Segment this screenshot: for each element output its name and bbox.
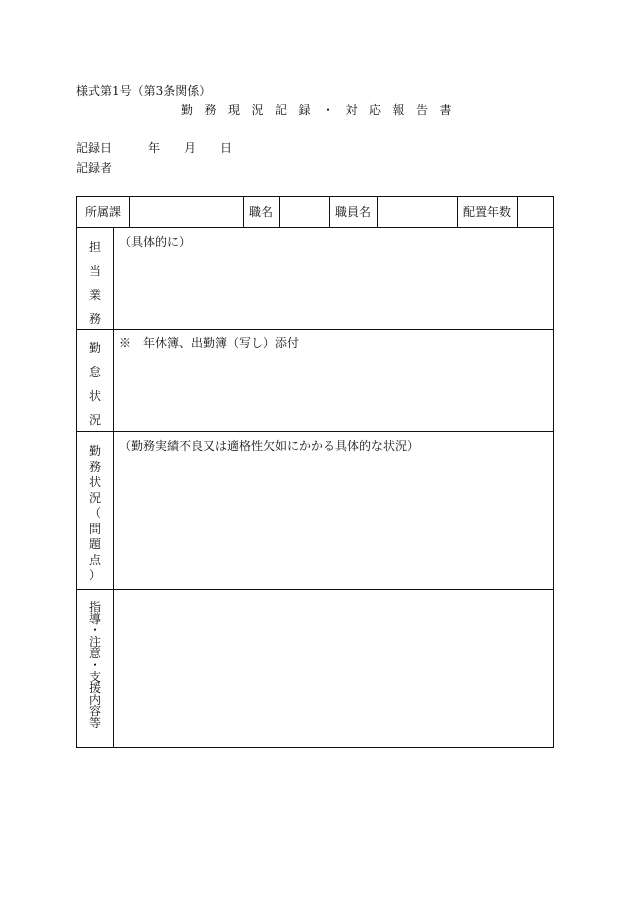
work-issues-field[interactable] [114,432,553,589]
department-label: 所属課 [84,205,121,219]
record-date-day-label: 日 [220,141,233,155]
section-note-work-issues: （勤務実績不良又は適格性欠如にかかる具体的な状況） [119,439,420,453]
department-field[interactable] [129,197,243,227]
divider [457,197,458,227]
record-date-year-label: 年 [148,141,161,155]
recorder-label: 記録者 [76,161,113,175]
divider [129,197,130,227]
staff-name-label: 職員名 [334,205,371,219]
position-field[interactable] [279,197,329,227]
document-title: 勤務現況記録・対応報告書 [181,103,464,117]
section-label-attendance: 勤 怠 状 況 [88,341,101,427]
divider [377,197,378,227]
guidance-field[interactable] [114,590,553,747]
section-label-guidance: 指 導 ・ 注 意 ・ 支 援 内 容 等 [88,600,101,730]
years-assigned-field[interactable] [517,197,553,227]
form-number: 様式第1号（第3条関係） [76,84,212,98]
section-note-attendance: ※ 年休簿、出勤簿（写し）添付 [119,336,300,350]
attendance-field[interactable] [114,330,553,431]
staff-name-field[interactable] [377,197,457,227]
divider [329,197,330,227]
section-note-assigned-duties: （具体的に） [119,235,192,249]
divider [243,197,244,227]
section-label-work-issues: 勤 務 状 況 （ 問 題 点 ） [88,444,101,582]
record-date-month-label: 月 [184,141,197,155]
position-label: 職名 [248,205,273,219]
years-assigned-label: 配置年数 [462,205,511,219]
assigned-duties-field[interactable] [114,228,553,329]
section-label-assigned-duties: 担 当 業 務 [88,240,101,326]
record-date-label: 記録日 [76,141,113,155]
report-form-table [76,196,554,748]
divider [517,197,518,227]
divider [279,197,280,227]
